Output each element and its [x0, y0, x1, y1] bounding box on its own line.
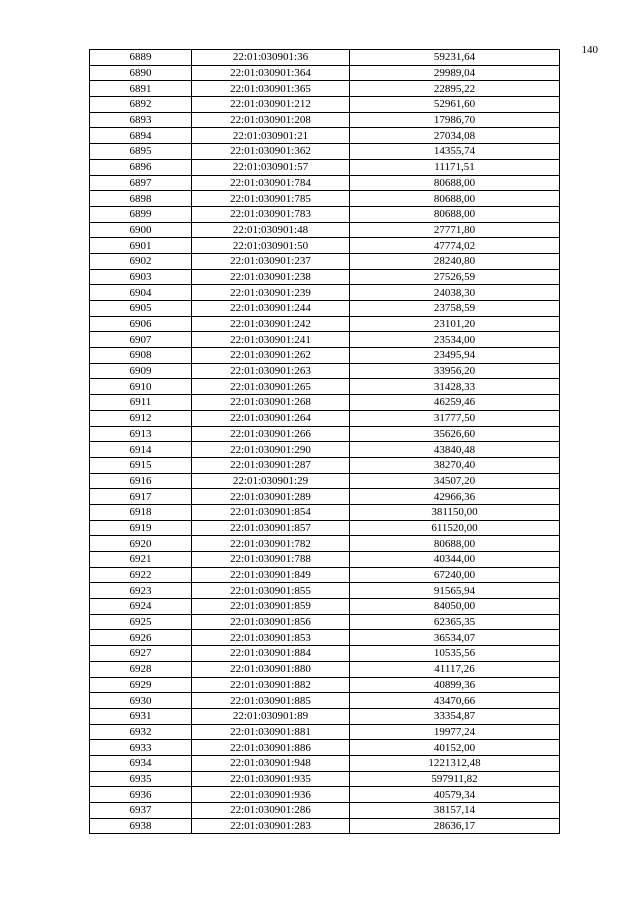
table-row	[90, 222, 560, 238]
value-cell: 33956,20	[350, 363, 560, 379]
table-row	[90, 379, 560, 395]
value-cell: 24038,30	[350, 285, 560, 301]
table-row	[90, 740, 560, 756]
cadastral-number-cell: 22:01:030901:48	[192, 222, 350, 238]
value-cell: 80688,00	[350, 536, 560, 552]
value-cell: 91565,94	[350, 583, 560, 599]
table-row	[90, 771, 560, 787]
value-cell: 23101,20	[350, 316, 560, 332]
row-number-cell: 6914	[90, 442, 192, 458]
table-row	[90, 567, 560, 583]
row-number-cell: 6937	[90, 803, 192, 819]
cadastral-number-cell: 22:01:030901:362	[192, 144, 350, 160]
table-row	[90, 144, 560, 160]
row-number-cell: 6918	[90, 504, 192, 520]
value-cell: 597911,82	[350, 771, 560, 787]
value-cell: 28636,17	[350, 818, 560, 834]
cadastral-number-cell: 22:01:030901:884	[192, 646, 350, 662]
value-cell: 1221312,48	[350, 755, 560, 771]
value-cell: 31777,50	[350, 410, 560, 426]
value-cell: 381150,00	[350, 504, 560, 520]
value-cell: 34507,20	[350, 473, 560, 489]
row-number-cell: 6898	[90, 191, 192, 207]
cadastral-number-cell: 22:01:030901:783	[192, 206, 350, 222]
table-row	[90, 206, 560, 222]
cadastral-number-cell: 22:01:030901:242	[192, 316, 350, 332]
cadastral-number-cell: 22:01:030901:885	[192, 693, 350, 709]
table-row	[90, 520, 560, 536]
cadastral-number-cell: 22:01:030901:854	[192, 504, 350, 520]
cadastral-number-cell: 22:01:030901:782	[192, 536, 350, 552]
value-cell: 40579,34	[350, 787, 560, 803]
cadastral-number-cell: 22:01:030901:936	[192, 787, 350, 803]
table-row	[90, 112, 560, 128]
table-row	[90, 787, 560, 803]
table-row	[90, 269, 560, 285]
row-number-cell: 6911	[90, 395, 192, 411]
value-cell: 17986,70	[350, 112, 560, 128]
cadastral-number-cell: 22:01:030901:784	[192, 175, 350, 191]
value-cell: 40899,36	[350, 677, 560, 693]
cadastral-number-cell: 22:01:030901:36	[192, 50, 350, 66]
table-row	[90, 693, 560, 709]
row-number-cell: 6930	[90, 693, 192, 709]
row-number-cell: 6900	[90, 222, 192, 238]
value-cell: 33354,87	[350, 708, 560, 724]
value-cell: 43840,48	[350, 442, 560, 458]
table-body	[90, 50, 560, 834]
table-row	[90, 316, 560, 332]
table-row	[90, 803, 560, 819]
cadastral-number-cell: 22:01:030901:29	[192, 473, 350, 489]
table-row	[90, 536, 560, 552]
row-number-cell: 6920	[90, 536, 192, 552]
value-cell: 14355,74	[350, 144, 560, 160]
row-number-cell: 6909	[90, 363, 192, 379]
row-number-cell: 6889	[90, 50, 192, 66]
value-cell: 43470,66	[350, 693, 560, 709]
row-number-cell: 6913	[90, 426, 192, 442]
value-cell: 27034,08	[350, 128, 560, 144]
cadastral-number-cell: 22:01:030901:268	[192, 395, 350, 411]
cadastral-number-cell: 22:01:030901:881	[192, 724, 350, 740]
value-cell: 80688,00	[350, 206, 560, 222]
cadastral-number-cell: 22:01:030901:263	[192, 363, 350, 379]
row-number-cell: 6899	[90, 206, 192, 222]
cadastral-number-cell: 22:01:030901:935	[192, 771, 350, 787]
table-row	[90, 285, 560, 301]
cadastral-number-cell: 22:01:030901:241	[192, 332, 350, 348]
value-cell: 62365,35	[350, 614, 560, 630]
row-number-cell: 6890	[90, 65, 192, 81]
row-number-cell: 6927	[90, 646, 192, 662]
table-row	[90, 630, 560, 646]
value-cell: 80688,00	[350, 175, 560, 191]
table-row	[90, 677, 560, 693]
row-number-cell: 6929	[90, 677, 192, 693]
table-row	[90, 646, 560, 662]
table-row	[90, 583, 560, 599]
row-number-cell: 6902	[90, 253, 192, 269]
row-number-cell: 6897	[90, 175, 192, 191]
row-number-cell: 6938	[90, 818, 192, 834]
value-cell: 22895,22	[350, 81, 560, 97]
table-row	[90, 724, 560, 740]
value-cell: 10535,56	[350, 646, 560, 662]
cadastral-number-cell: 22:01:030901:264	[192, 410, 350, 426]
value-cell: 36534,07	[350, 630, 560, 646]
data-table	[89, 49, 560, 834]
value-cell: 27771,80	[350, 222, 560, 238]
row-number-cell: 6896	[90, 159, 192, 175]
table-row	[90, 614, 560, 630]
table-row	[90, 81, 560, 97]
cadastral-number-cell: 22:01:030901:89	[192, 708, 350, 724]
row-number-cell: 6905	[90, 301, 192, 317]
cadastral-number-cell: 22:01:030901:262	[192, 348, 350, 364]
row-number-cell: 6906	[90, 316, 192, 332]
row-number-cell: 6924	[90, 599, 192, 615]
row-number-cell: 6919	[90, 520, 192, 536]
table-row	[90, 395, 560, 411]
value-cell: 41117,26	[350, 661, 560, 677]
cadastral-number-cell: 22:01:030901:266	[192, 426, 350, 442]
value-cell: 84050,00	[350, 599, 560, 615]
cadastral-number-cell: 22:01:030901:785	[192, 191, 350, 207]
value-cell: 42966,36	[350, 489, 560, 505]
table-row	[90, 128, 560, 144]
table-row	[90, 410, 560, 426]
cadastral-number-cell: 22:01:030901:237	[192, 253, 350, 269]
cadastral-number-cell: 22:01:030901:244	[192, 301, 350, 317]
value-cell: 31428,33	[350, 379, 560, 395]
row-number-cell: 6936	[90, 787, 192, 803]
value-cell: 29989,04	[350, 65, 560, 81]
value-cell: 23758,59	[350, 301, 560, 317]
cadastral-number-cell: 22:01:030901:853	[192, 630, 350, 646]
table-row	[90, 65, 560, 81]
value-cell: 40152,00	[350, 740, 560, 756]
cadastral-number-cell: 22:01:030901:364	[192, 65, 350, 81]
cadastral-number-cell: 22:01:030901:948	[192, 755, 350, 771]
row-number-cell: 6907	[90, 332, 192, 348]
row-number-cell: 6933	[90, 740, 192, 756]
value-cell: 611520,00	[350, 520, 560, 536]
cadastral-number-cell: 22:01:030901:208	[192, 112, 350, 128]
row-number-cell: 6926	[90, 630, 192, 646]
value-cell: 67240,00	[350, 567, 560, 583]
table-row	[90, 708, 560, 724]
value-cell: 47774,02	[350, 238, 560, 254]
cadastral-number-cell: 22:01:030901:859	[192, 599, 350, 615]
value-cell: 23495,94	[350, 348, 560, 364]
value-cell: 11171,51	[350, 159, 560, 175]
table-row	[90, 348, 560, 364]
cadastral-number-cell: 22:01:030901:855	[192, 583, 350, 599]
cadastral-number-cell: 22:01:030901:857	[192, 520, 350, 536]
table-row	[90, 159, 560, 175]
value-cell: 38270,40	[350, 457, 560, 473]
row-number-cell: 6901	[90, 238, 192, 254]
row-number-cell: 6925	[90, 614, 192, 630]
row-number-cell: 6912	[90, 410, 192, 426]
cadastral-number-cell: 22:01:030901:289	[192, 489, 350, 505]
row-number-cell: 6903	[90, 269, 192, 285]
table-row	[90, 50, 560, 66]
cadastral-number-cell: 22:01:030901:287	[192, 457, 350, 473]
row-number-cell: 6908	[90, 348, 192, 364]
row-number-cell: 6932	[90, 724, 192, 740]
cadastral-number-cell: 22:01:030901:239	[192, 285, 350, 301]
cadastral-number-cell: 22:01:030901:57	[192, 159, 350, 175]
row-number-cell: 6892	[90, 97, 192, 113]
row-number-cell: 6915	[90, 457, 192, 473]
cadastral-number-cell: 22:01:030901:265	[192, 379, 350, 395]
table-row	[90, 755, 560, 771]
value-cell: 40344,00	[350, 552, 560, 568]
value-cell: 35626,60	[350, 426, 560, 442]
table-row	[90, 457, 560, 473]
row-number-cell: 6923	[90, 583, 192, 599]
table-row	[90, 332, 560, 348]
table-row	[90, 301, 560, 317]
table-row	[90, 426, 560, 442]
row-number-cell: 6910	[90, 379, 192, 395]
value-cell: 23534,00	[350, 332, 560, 348]
cadastral-number-cell: 22:01:030901:290	[192, 442, 350, 458]
row-number-cell: 6921	[90, 552, 192, 568]
cadastral-number-cell: 22:01:030901:50	[192, 238, 350, 254]
cadastral-number-cell: 22:01:030901:286	[192, 803, 350, 819]
value-cell: 19977,24	[350, 724, 560, 740]
value-cell: 38157,14	[350, 803, 560, 819]
value-cell: 28240,80	[350, 253, 560, 269]
page-number: 140	[581, 44, 598, 56]
cadastral-number-cell: 22:01:030901:238	[192, 269, 350, 285]
table-row	[90, 489, 560, 505]
table-row	[90, 363, 560, 379]
cadastral-number-cell: 22:01:030901:21	[192, 128, 350, 144]
table-row	[90, 191, 560, 207]
cadastral-number-cell: 22:01:030901:788	[192, 552, 350, 568]
cadastral-number-cell: 22:01:030901:880	[192, 661, 350, 677]
row-number-cell: 6893	[90, 112, 192, 128]
cadastral-number-cell: 22:01:030901:283	[192, 818, 350, 834]
value-cell: 59231,64	[350, 50, 560, 66]
row-number-cell: 6922	[90, 567, 192, 583]
table-row	[90, 97, 560, 113]
row-number-cell: 6928	[90, 661, 192, 677]
row-number-cell: 6917	[90, 489, 192, 505]
row-number-cell: 6931	[90, 708, 192, 724]
table-row	[90, 818, 560, 834]
value-cell: 80688,00	[350, 191, 560, 207]
cadastral-number-cell: 22:01:030901:856	[192, 614, 350, 630]
table-row	[90, 599, 560, 615]
cadastral-number-cell: 22:01:030901:212	[192, 97, 350, 113]
table-row	[90, 253, 560, 269]
row-number-cell: 6894	[90, 128, 192, 144]
value-cell: 46259,46	[350, 395, 560, 411]
row-number-cell: 6904	[90, 285, 192, 301]
table-row	[90, 473, 560, 489]
row-number-cell: 6934	[90, 755, 192, 771]
cadastral-number-cell: 22:01:030901:886	[192, 740, 350, 756]
table-row	[90, 504, 560, 520]
table-row	[90, 175, 560, 191]
cadastral-number-cell: 22:01:030901:849	[192, 567, 350, 583]
row-number-cell: 6895	[90, 144, 192, 160]
row-number-cell: 6916	[90, 473, 192, 489]
cadastral-number-cell: 22:01:030901:882	[192, 677, 350, 693]
row-number-cell: 6935	[90, 771, 192, 787]
value-cell: 52961,60	[350, 97, 560, 113]
table-row	[90, 238, 560, 254]
table-row	[90, 552, 560, 568]
table-row	[90, 661, 560, 677]
table-row	[90, 442, 560, 458]
cadastral-number-cell: 22:01:030901:365	[192, 81, 350, 97]
row-number-cell: 6891	[90, 81, 192, 97]
value-cell: 27526,59	[350, 269, 560, 285]
